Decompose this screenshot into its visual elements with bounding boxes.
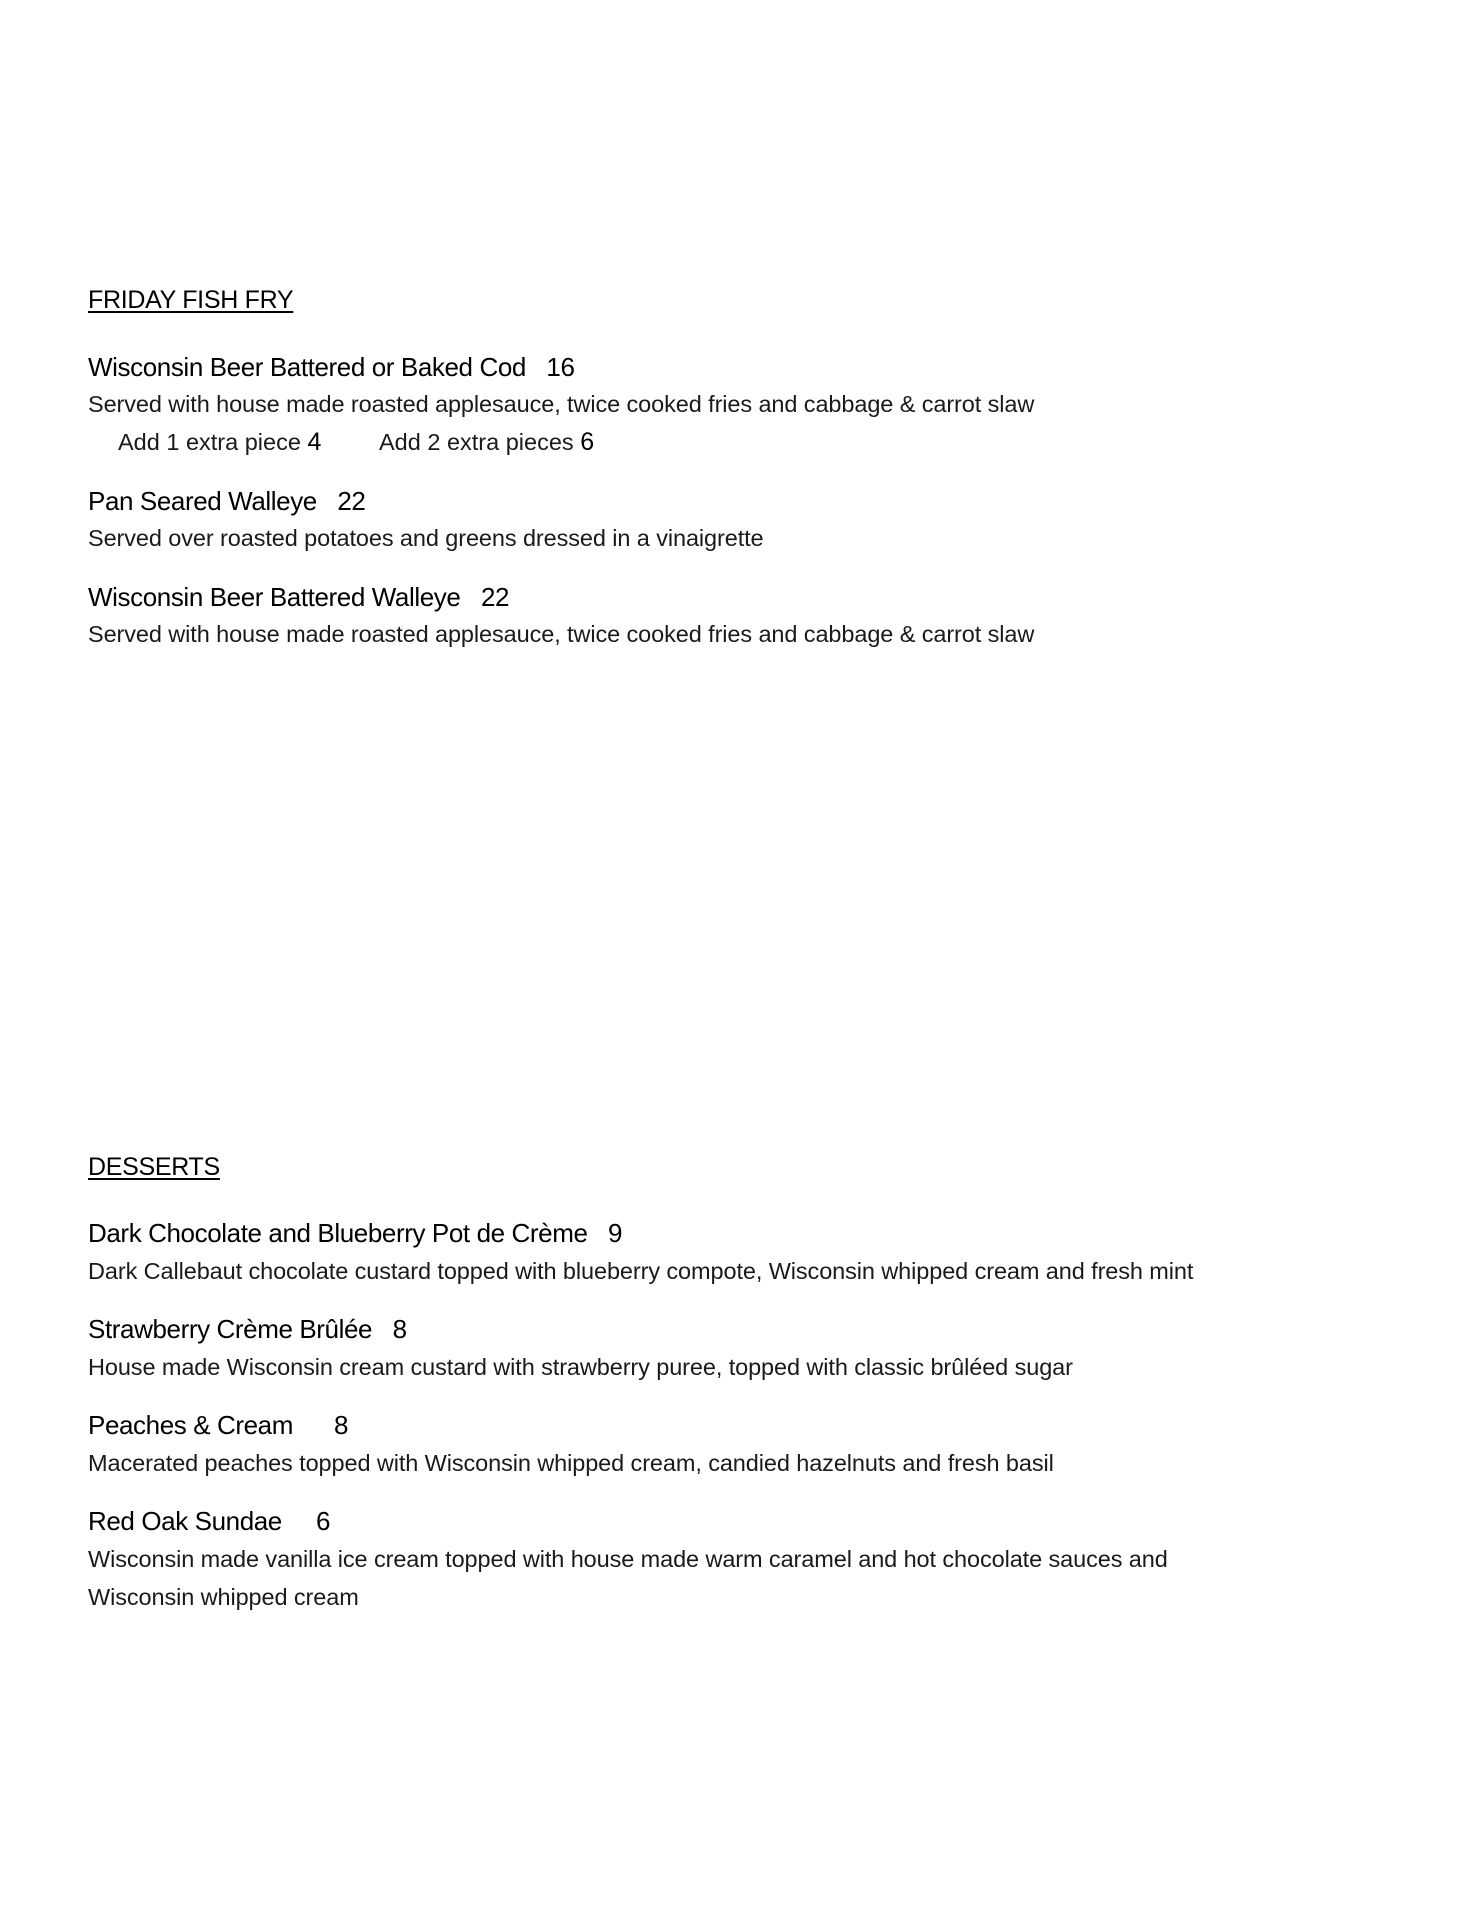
menu-item-description: Wisconsin whipped cream: [88, 1584, 359, 1610]
addon-label: Add 2 extra pieces: [379, 429, 574, 455]
menu-item-price: 9: [608, 1218, 623, 1248]
menu-item-price: 22: [480, 582, 510, 612]
menu-item-title: [88, 582, 509, 613]
menu-item-description: Wisconsin made vanilla ice cream topped with house made warm caramel and hot chocolate sauces and: [88, 1546, 1168, 1572]
menu-item-description: Served over roasted potatoes and greens dressed in a vinaigrette: [88, 525, 764, 551]
addon-price: 6: [580, 428, 595, 456]
menu-item-title: [88, 486, 365, 517]
menu-item-name: Wisconsin Beer Battered or Baked Cod: [88, 352, 526, 382]
menu-item-title: [88, 1314, 407, 1345]
menu-item-name: Peaches & Cream: [88, 1410, 293, 1440]
addon-two-pieces: [379, 428, 594, 457]
menu-item-title: [88, 1218, 622, 1249]
menu-item-price: 16: [546, 352, 575, 382]
menu-item-name: Dark Chocolate and Blueberry Pot de Crème: [88, 1218, 588, 1248]
menu-item-price: 22: [337, 486, 366, 516]
menu-item-description: Macerated peaches topped with Wisconsin whipped cream, candied hazelnuts and fresh basil: [88, 1450, 1054, 1476]
menu-item-price: 8: [392, 1314, 407, 1344]
desserts-heading: DESSERTS: [88, 1153, 220, 1181]
menu-item-price: 6: [316, 1506, 331, 1536]
menu-item-description: Served with house made roasted applesauce, twice cooked fries and cabbage & carrot slaw: [88, 621, 1035, 647]
menu-item-name: Wisconsin Beer Battered Walleye: [88, 582, 461, 612]
menu-item-name: Red Oak Sundae: [88, 1506, 282, 1536]
menu-item-price: 8: [333, 1410, 348, 1440]
menu-item-title: [88, 1506, 330, 1537]
menu-item-description: Served with house made roasted applesauce, twice cooked fries and cabbage & carrot slaw: [88, 391, 1035, 417]
fish-fry-heading: FRIDAY FISH FRY: [88, 286, 294, 314]
addon-one-piece: [118, 428, 321, 457]
addon-price: 4: [307, 428, 322, 456]
menu-item-title: [88, 1410, 348, 1441]
menu-item-description: House made Wisconsin cream custard with strawberry puree, topped with classic brûléed sugar: [88, 1354, 1073, 1380]
menu-item-name: Strawberry Crème Brûlée: [88, 1314, 373, 1344]
addon-label: Add 1 extra piece: [118, 429, 301, 455]
menu-item-description: Dark Callebaut chocolate custard topped with blueberry compote, Wisconsin whipped cream and fresh mint: [88, 1258, 1194, 1284]
menu-item-title: [88, 352, 575, 383]
menu-item-name: Pan Seared Walleye: [88, 486, 317, 516]
